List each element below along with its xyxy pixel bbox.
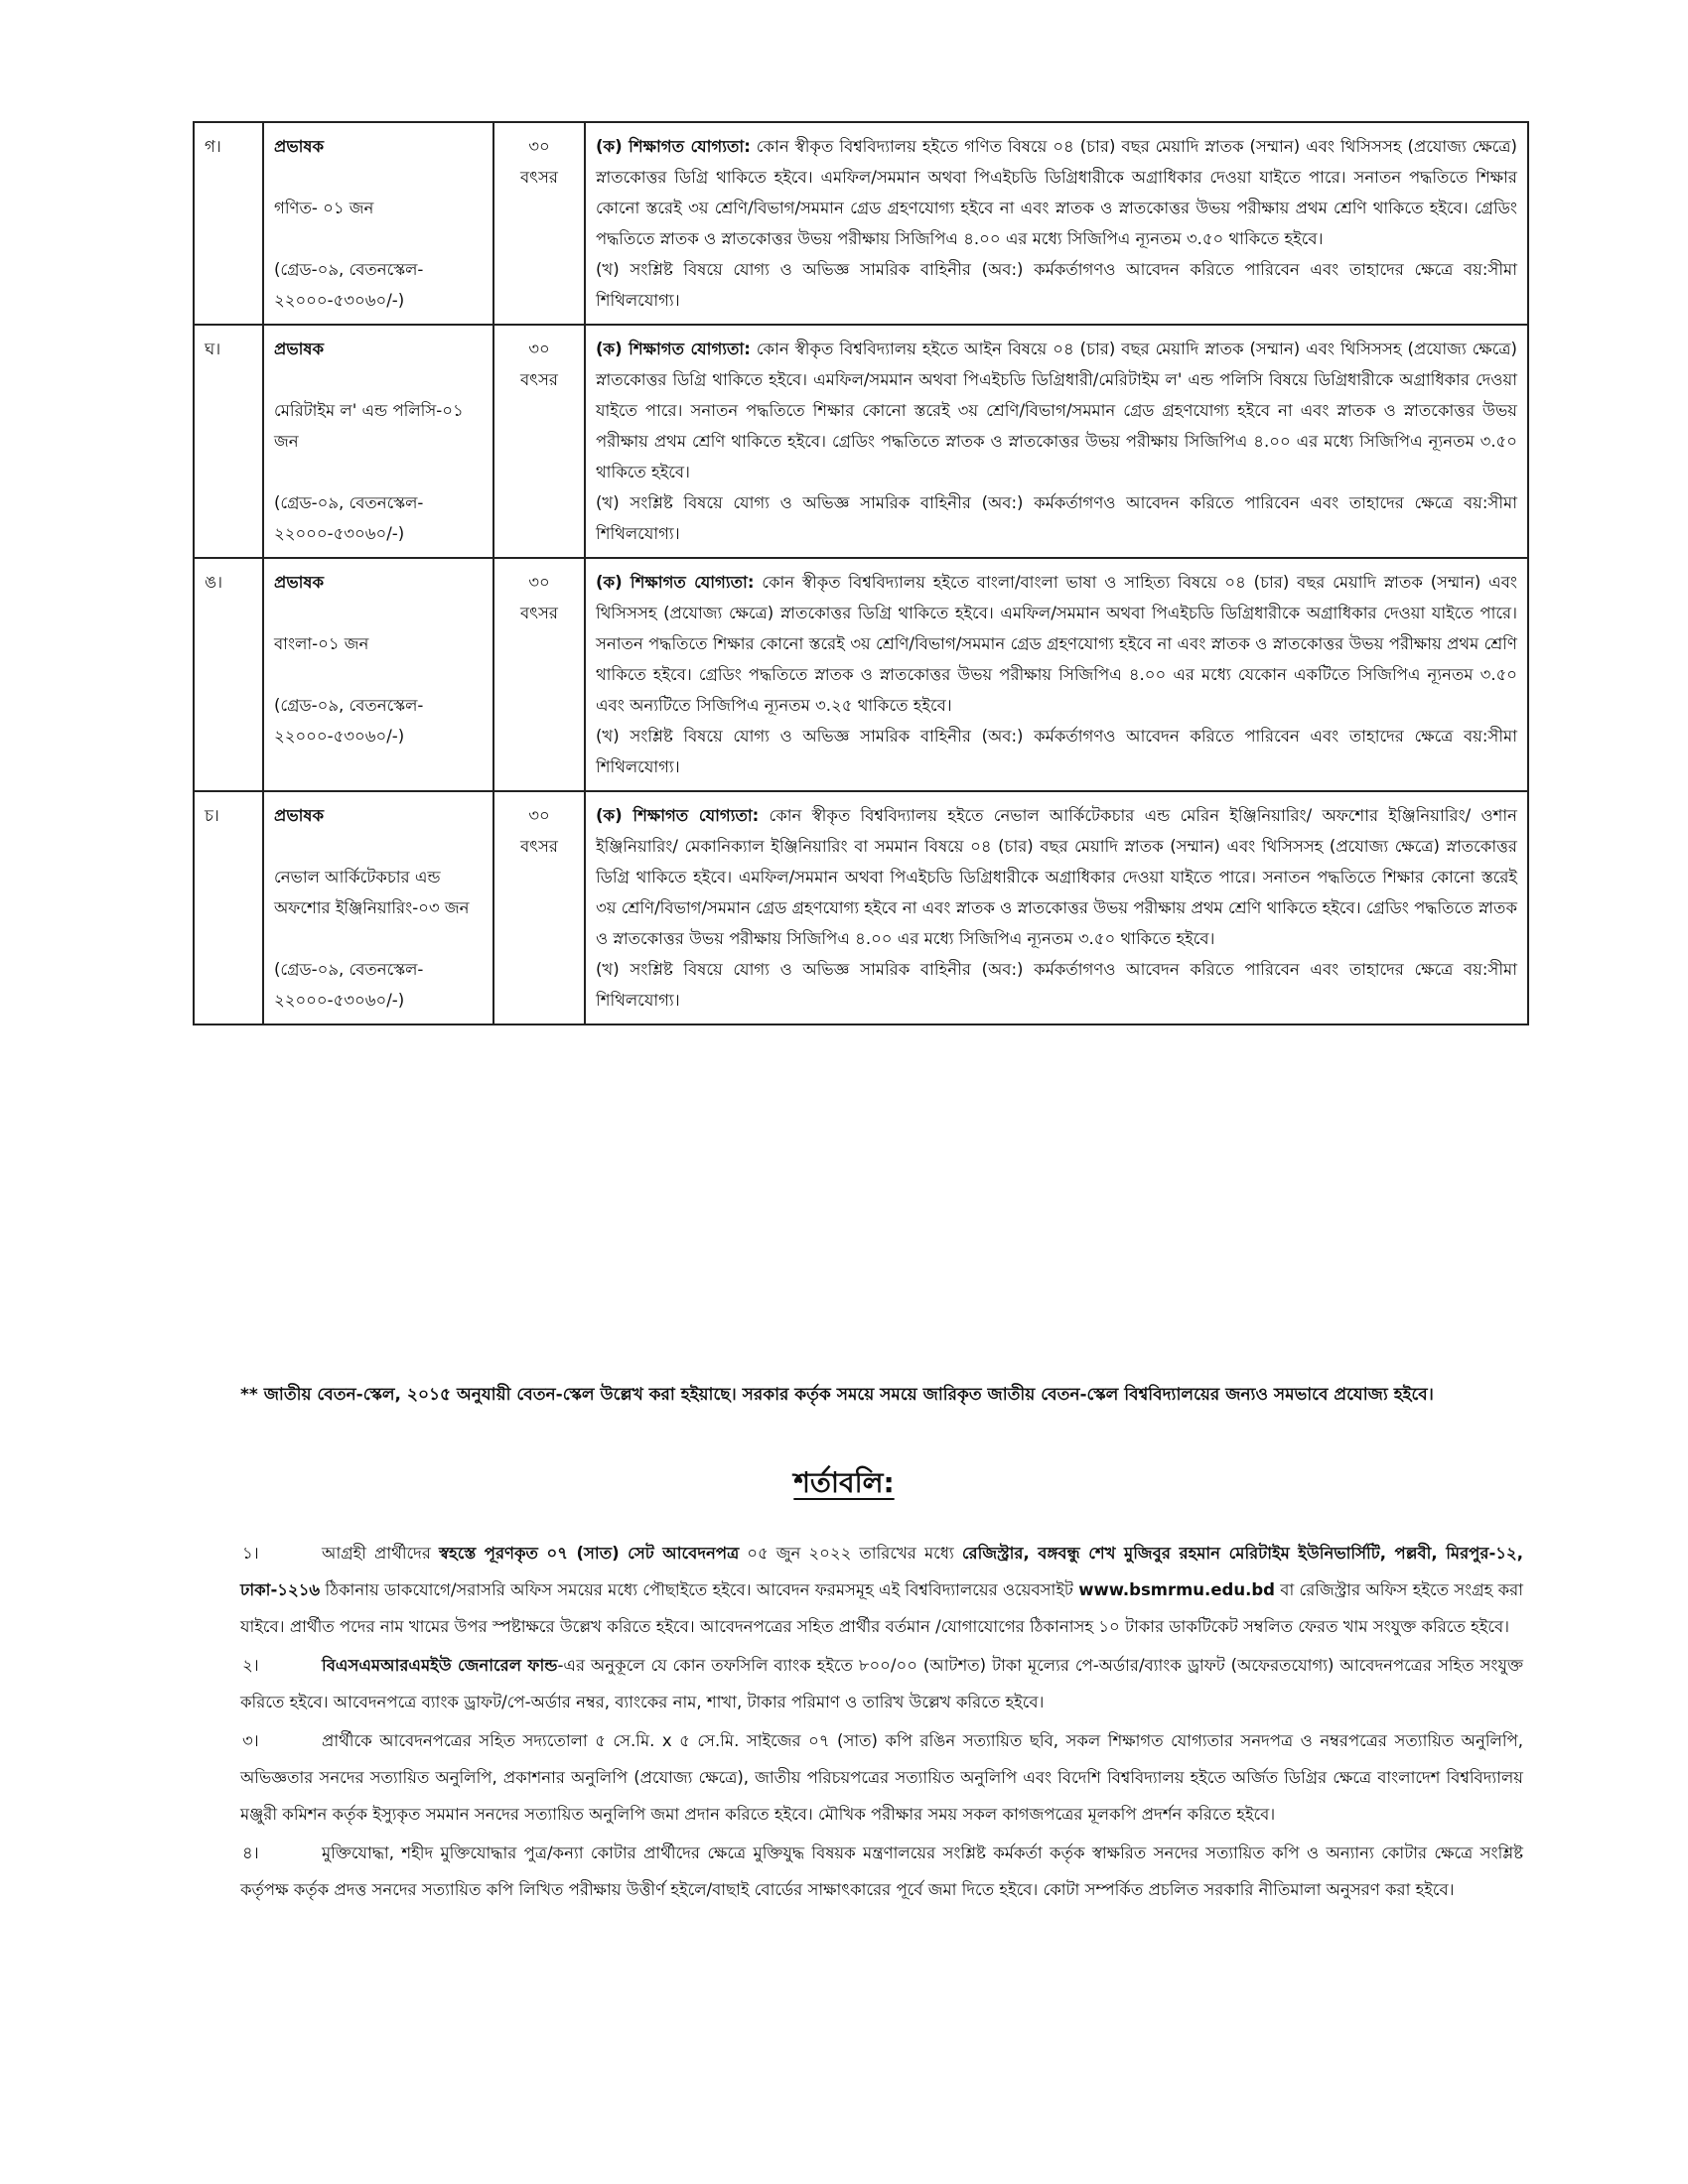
serial-cell: ঙ। bbox=[194, 558, 263, 791]
term-text: মুক্তিযোদ্ধা, শহীদ মুক্তিযোদ্ধার পুত্র/কন্যা কোটার প্রার্থীদের ক্ষেত্রে মুক্তিযুদ্ধ বিষয়ক মন্ত্রণালয়ের সংশ্লিষ্ট কর্মকর্তা কর্তৃক স্বাক্ষরিত সনদের সত্যায়িত কপি ও অন্যান্য কোটার ক্ষেত্রে সংশ্লিষ্ট কর্তৃপক্ষ কর্তৃক প্রদত্ত সনদের সত্যায়িত কপি লিখিত পরীক্ষায় উত্তীর্ণ হইলে/বাছাই বোর্ডের সাক্ষাৎকারের পূর্বে জমা দিতে হইবে। কোটা সম্পর্কিত প্রচলিত সরকারি নীতিমালা অনুসরণ করা হইবে। bbox=[240, 1843, 1523, 1899]
serial-cell: ঘ। bbox=[194, 325, 263, 558]
serial-cell: চ। bbox=[194, 791, 263, 1024]
term-item bbox=[240, 1722, 1523, 1833]
education-label: (ক) শিক্ষাগত যোগ্যতা: bbox=[596, 573, 755, 592]
education-text: কোন স্বীকৃত বিশ্ববিদ্যালয় হইতে গণিত বিষয়ে ০৪ (চার) বছর মেয়াদি স্নাতক (সম্মান) এবং থিসিসসহ (প্রযোজ্য ক্ষেত্রে) স্নাতকোত্তর ডিগ্রি থাকিতে হইবে। এমফিল/সমমান অথবা পিএইচডি ডিগ্রিধারীকে অগ্রাধিকার দেওয়া যাইতে পারে। সনাতন পদ্ধতিতে শিক্ষার কোনো স্তরেই ৩য় শ্রেণি/বিভাগ/সমমান গ্রেড গ্রহণযোগ্য হইবে না এবং স্নাতক ও স্নাতকোত্তর উভয় পরীক্ষায় প্রথম শ্রেণি থাকিতে হইবে। গ্রেডিং পদ্ধতিতে স্নাতক ও স্নাতকোত্তর উভয় পরীক্ষায় সিজিপিএ ৪.০০ এর মধ্যে সিজিপিএ ন্যূনতম ৩.৫০ থাকিতে হইবে। bbox=[596, 137, 1517, 248]
requirements-cell bbox=[585, 791, 1528, 1024]
grade-line-2: ২২০০০-৫৩০৬০/-) bbox=[274, 727, 405, 746]
term-item bbox=[240, 1835, 1523, 1908]
grade-line-1: (গ্রেড-০৯, বেতনস্কেল- bbox=[274, 260, 424, 279]
requirements-cell bbox=[585, 122, 1528, 325]
term-text: ঠিকানায় ডাকযোগে/সরাসরি অফিস সময়ের মধ্যে পৌছাইতে হইবে। আবেদন ফরমসমূহ এই বিশ্ববিদ্যালয়ের ওয়েবসাইট bbox=[320, 1580, 1079, 1599]
education-requirement bbox=[596, 131, 1517, 254]
term-text: প্রার্থীকে আবেদনপত্রের সহিত সদ্যতোলা ৫ সে.মি. x ৫ সে.মি. সাইজের ০৭ (সাত) কপি রঙিন সত্যায়িত ছবি, সকল শিক্ষাগত যোগ্যতার সনদপত্র ও নম্বরপত্রের সত্যায়িত অনুলিপি, অভিজ্ঞতার সনদের সত্যায়িত অনুলিপি, প্রকাশনার অনুলিপি (প্রযোজ্য ক্ষেত্রে), জাতীয় পরিচয়পত্রের সত্যায়িত অনুলিপি এবং বিদেশি বিশ্ববিদ্যালয় হইতে অর্জিত ডিগ্রির ক্ষেত্রে বাংলাদেশ বিশ্ববিদ্যালয় মঞ্জুরী কমিশন কর্তৃক ইস্যুকৃত সমমান সনদের সত্যায়িত অনুলিপি জমা প্রদান করিতে হইবে। মৌখিক পরীক্ষার সময় সকল কাগজপত্রের মূলকপি প্রদর্শন করিতে হইবে। bbox=[240, 1731, 1523, 1824]
terms-heading bbox=[0, 1461, 1688, 1508]
education-text: কোন স্বীকৃত বিশ্ববিদ্যালয় হইতে আইন বিষয়ে ০৪ (চার) বছর মেয়াদি স্নাতক (সম্মান) এবং থিসিসসহ (প্রযোজ্য ক্ষেত্রে) স্নাতকোত্তর ডিগ্রি থাকিতে হইবে। এমফিল/সমমান অথবা পিএইচডি ডিগ্রিধারী/মেরিটাইম ল' এন্ড পলিসি বিষয়ে ডিগ্রিধারীকে অগ্রাধিকার দেওয়া যাইতে পারে। সনাতন পদ্ধতিতে শিক্ষার কোনো স্তরেই ৩য় শ্রেণি/বিভাগ/সমমান গ্রেড গ্রহণযোগ্য হইবে না এবং স্নাতক ও স্নাতকোত্তর উভয় পরীক্ষায় প্রথম শ্রেণি থাকিতে হইবে। গ্রেডিং পদ্ধতিতে স্নাতক ও স্নাতকোত্তর উভয় পরীক্ষায় সিজিপিএ ৪.০০ এর মধ্যে সিজিপিএ ন্যূনতম ৩.৫০ থাকিতে হইবে। bbox=[596, 340, 1517, 481]
designation: প্রভাষক bbox=[274, 573, 325, 592]
age-limit: ৩০ bbox=[528, 340, 550, 358]
designation: প্রভাষক bbox=[274, 340, 325, 358]
term-text: আগ্রহী প্রার্থীদের bbox=[322, 1544, 439, 1563]
grade-line-2: ২২০০০-৫৩০৬০/-) bbox=[274, 991, 405, 1010]
experience-requirement: (খ) সংশ্লিষ্ট বিষয়ে যোগ্য ও অভিজ্ঞ সামরিক বাহিনীর (অব:) কর্মকর্তাগণও আবেদন করিতে পারিবেন এবং তাহাদের ক্ষেত্রে বয়:সীমা শিথিলযোগ্য। bbox=[596, 960, 1517, 1010]
age-limit: ৩০ bbox=[528, 573, 550, 592]
terms-heading-text: শর্তাবলি: bbox=[793, 1466, 895, 1499]
grade-line-1: (গ্রেড-০৯, বেতনস্কেল- bbox=[274, 696, 424, 715]
term-item bbox=[240, 1647, 1523, 1720]
experience-requirement: (খ) সংশ্লিষ্ট বিষয়ে যোগ্য ও অভিজ্ঞ সামরিক বাহিনীর (অব:) কর্মকর্তাগণও আবেদন করিতে পারিবেন এবং তাহাদের ক্ষেত্রে বয়:সীমা শিথিলযোগ্য। bbox=[596, 260, 1517, 310]
experience-requirement: (খ) সংশ্লিষ্ট বিষয়ে যোগ্য ও অভিজ্ঞ সামরিক বাহিনীর (অব:) কর্মকর্তাগণও আবেদন করিতে পারিবেন এবং তাহাদের ক্ষেত্রে বয়:সীমা শিথিলযোগ্য। bbox=[596, 493, 1517, 543]
post-cell bbox=[263, 791, 493, 1024]
table-row bbox=[194, 558, 1528, 791]
age-unit: বৎসর bbox=[520, 837, 558, 856]
serial-cell: গ। bbox=[194, 122, 263, 325]
table-row bbox=[194, 325, 1528, 558]
term-number: ৪। bbox=[242, 1843, 259, 1862]
education-requirement bbox=[596, 800, 1517, 954]
education-label: (ক) শিক্ষাগত যোগ্যতা: bbox=[596, 806, 760, 825]
age-cell bbox=[493, 122, 585, 325]
term-emphasis: স্বহস্তে পূরণকৃত ০৭ (সাত) সেট আবেদনপত্র bbox=[438, 1544, 740, 1563]
subject-vacancy: মেরিটাইম ল' এন্ড পলিসি-০১ জন bbox=[274, 401, 464, 451]
subject-vacancy: গণিত- ০১ জন bbox=[274, 199, 374, 217]
term-number: ১। bbox=[242, 1544, 259, 1563]
requirements-cell bbox=[585, 325, 1528, 558]
grade-line-1: (গ্রেড-০৯, বেতনস্কেল- bbox=[274, 960, 424, 979]
terms-list bbox=[240, 1535, 1523, 1910]
education-label: (ক) শিক্ষাগত যোগ্যতা: bbox=[596, 137, 751, 156]
website-link: www.bsmrmu.edu.bd bbox=[1078, 1580, 1275, 1599]
pay-scale-note: ** জাতীয় বেতন-স্কেল, ২০১৫ অনুযায়ী বেতন-স্কেল উল্লেখ করা হইয়াছে। সরকার কর্তৃক সময়ে সময়ে জারিকৃত জাতীয় বেতন-স্কেল বিশ্ববিদ্যালয়ের জন্যও সমভাবে প্রযোজ্য হইবে। bbox=[240, 1385, 1434, 1405]
table-row bbox=[194, 791, 1528, 1024]
term-text: ০৫ জুন ২০২২ তারিখের মধ্যে bbox=[739, 1544, 962, 1563]
term-emphasis: রেজিস্ট্রার, বঙ্গবন্ধু শেখ মুজিবুর রহমান মেরিটাইম ইউনিভার্সিটি, পল্লবী, মিরপুর-১২, ঢাকা-১২১৬ bbox=[240, 1544, 1523, 1599]
age-limit: ৩০ bbox=[528, 806, 550, 825]
education-requirement bbox=[596, 334, 1517, 487]
term-text: বা রেজিস্ট্রার অফিস হইতে সংগ্রহ করা যাইবে। প্রার্থীত পদের নাম খামের উপর স্পষ্টাক্ষরে উল্লেখ করিতে হইবে। আবেদনপত্রের সহিত প্রার্থীর বর্তমান /যোগাযোগের ঠিকানাসহ ১০ টাকার ডাকটিকেট সম্বলিত ফেরত খাম সংযুক্ত করিতে হইবে। bbox=[240, 1580, 1523, 1636]
term-number: ৩। bbox=[242, 1731, 259, 1750]
age-cell bbox=[493, 558, 585, 791]
term-emphasis: বিএসএমআরএমইউ জেনারেল ফান্ড bbox=[322, 1656, 558, 1675]
age-cell bbox=[493, 325, 585, 558]
age-cell bbox=[493, 791, 585, 1024]
table-row bbox=[194, 122, 1528, 325]
education-requirement bbox=[596, 567, 1517, 721]
designation: প্রভাষক bbox=[274, 806, 325, 825]
grade-line-2: ২২০০০-৫৩০৬০/-) bbox=[274, 291, 405, 310]
education-text: কোন স্বীকৃত বিশ্ববিদ্যালয় হইতে বাংলা/বাংলা ভাষা ও সাহিত্য বিষয়ে ০৪ (চার) বছর মেয়াদি স্নাতক (সম্মান) এবং থিসিসসহ (প্রযোজ্য ক্ষেত্রে) স্নাতকোত্তর ডিগ্রি থাকিতে হইবে। এমফিল/সমমান অথবা পিএইচডি ডিগ্রিধারীকে অগ্রাধিকার দেওয়া যাইতে পারে। সনাতন পদ্ধতিতে শিক্ষার কোনো স্তরেই ৩য় শ্রেণি/বিভাগ/সমমান গ্রেড গ্রহণযোগ্য হইবে না এবং স্নাতক ও স্নাতকোত্তর উভয় পরীক্ষায় প্রথম শ্রেণি থাকিতে হইবে। গ্রেডিং পদ্ধতিতে স্নাতক ও স্নাতকোত্তর উভয় পরীক্ষায় সিজিপিএ ৪.০০ এর মধ্যে যেকোন একটিতে সিজিপিএ ন্যূনতম ৩.৫০ এবং অন্যটিতে সিজিপিএ ন্যূনতম ৩.২৫ থাকিতে হইবে। bbox=[596, 573, 1518, 715]
grade-line-2: ২২০০০-৫৩০৬০/-) bbox=[274, 524, 405, 543]
education-label: (ক) শিক্ষাগত যোগ্যতা: bbox=[596, 340, 751, 358]
posts-table bbox=[193, 121, 1529, 1025]
post-cell bbox=[263, 122, 493, 325]
subject-vacancy: নেভাল আর্কিটেকচার এন্ড অফশোর ইঞ্জিনিয়ারিং-০৩ জন bbox=[274, 868, 470, 917]
term-item bbox=[240, 1535, 1523, 1645]
designation: প্রভাষক bbox=[274, 137, 325, 156]
age-unit: বৎসর bbox=[520, 168, 558, 187]
experience-requirement: (খ) সংশ্লিষ্ট বিষয়ে যোগ্য ও অভিজ্ঞ সামরিক বাহিনীর (অব:) কর্মকর্তাগণও আবেদন করিতে পারিবেন এবং তাহাদের ক্ষেত্রে বয়:সীমা শিথিলযোগ্য। bbox=[596, 727, 1517, 776]
post-cell bbox=[263, 325, 493, 558]
grade-line-1: (গ্রেড-০৯, বেতনস্কেল- bbox=[274, 493, 424, 512]
term-text: -এর অনুকূলে যে কোন তফসিলি ব্যাংক হইতে ৮০০/০০ (আটশত) টাকা মূল্যের পে-অর্ডার/ব্যাংক ড্রাফট (অফেরতযোগ্য) আবেদনপত্রের সহিত সংযুক্ত করিতে হইবে। আবেদনপত্রে ব্যাংক ড্রাফট/পে-অর্ডার নম্বর, ব্যাংকের নাম, শাখা, টাকার পরিমাণ ও তারিখ উল্লেখ করিতে হইবে। bbox=[240, 1656, 1523, 1711]
education-text: কোন স্বীকৃত বিশ্ববিদ্যালয় হইতে নেভাল আর্কিটেকচার এন্ড মেরিন ইঞ্জিনিয়ারিং/ অফশোর ইঞ্জিনিয়ারিং/ ওশান ইঞ্জিনিয়ারিং/ মেকানিক্যাল ইঞ্জিনিয়ারিং বা সমমান বিষয়ে ০৪ (চার) বছর মেয়াদি স্নাতক (সম্মান) এবং থিসিসসহ (প্রযোজ্য ক্ষেত্রে) স্নাতকোত্তর ডিগ্রি থাকিতে হইবে। এমফিল/সমমান অথবা পিএইচডি ডিগ্রিধারীকে অগ্রাধিকার দেওয়া যাইতে পারে। সনাতন পদ্ধতিতে শিক্ষার কোনো স্তরেই ৩য় শ্রেণি/বিভাগ/সমমান গ্রেড গ্রহণযোগ্য হইবে না এবং স্নাতক ও স্নাতকোত্তর উভয় পরীক্ষায় প্রথম শ্রেণি থাকিতে হইবে। গ্রেডিং পদ্ধতিতে স্নাতক ও স্নাতকোত্তর উভয় পরীক্ষায় সিজিপিএ ৪.০০ এর মধ্যে সিজিপিএ ন্যূনতম ৩.৫০ থাকিতে হইবে। bbox=[596, 806, 1518, 948]
age-unit: বৎসর bbox=[520, 604, 558, 622]
age-limit: ৩০ bbox=[528, 137, 550, 156]
subject-vacancy: বাংলা-০১ জন bbox=[274, 634, 369, 653]
post-cell bbox=[263, 558, 493, 791]
term-number: ২। bbox=[242, 1656, 259, 1675]
requirements-cell bbox=[585, 558, 1528, 791]
age-unit: বৎসর bbox=[520, 370, 558, 389]
